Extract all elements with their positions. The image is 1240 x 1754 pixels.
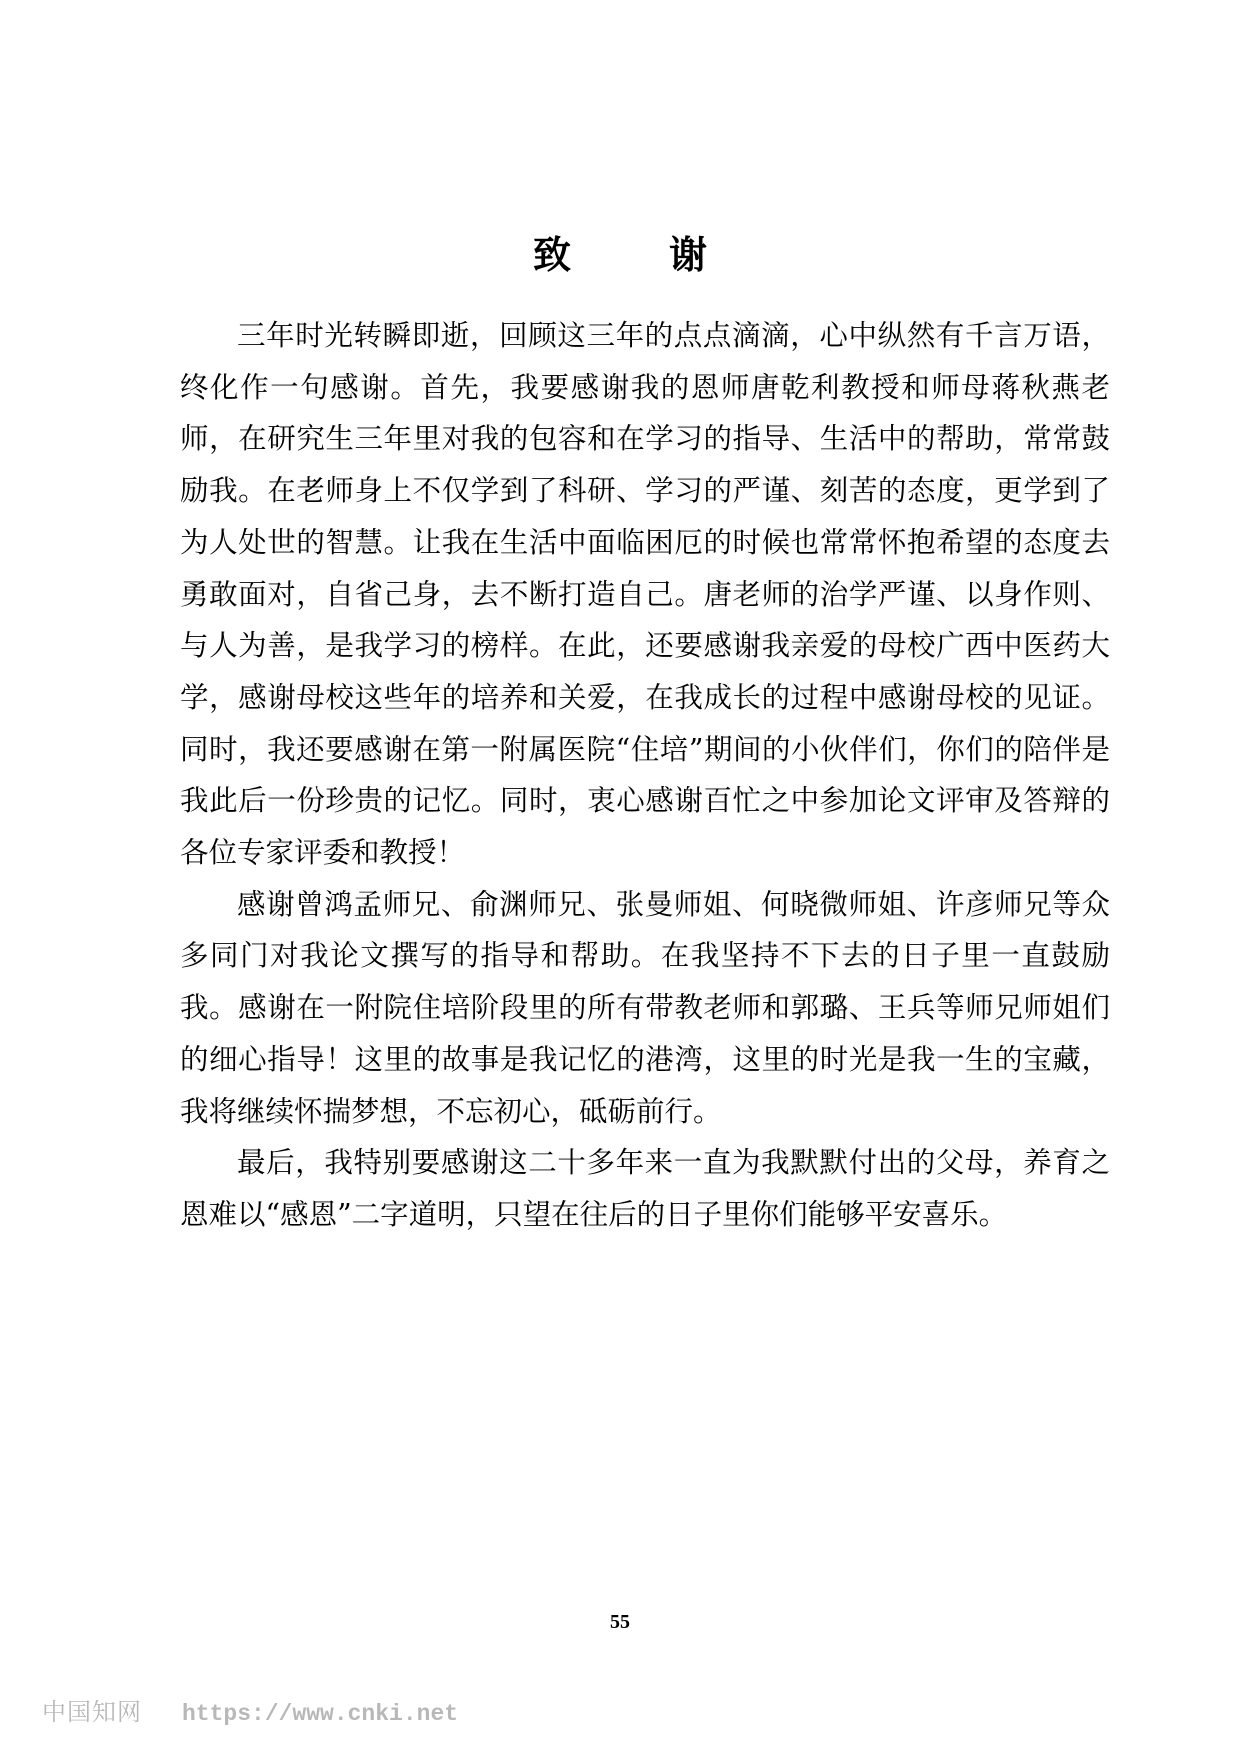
paragraph-3: 最后，我特别要感谢这二十多年来一直为我默默付出的父母，养育之恩难以“感恩”二字道明，只望在往后的日子里你们能够平安喜乐。 bbox=[180, 1146, 1110, 1231]
paragraph-1: 三年时光转瞬即逝，回顾这三年的点点滴滴，心中纵然有千言万语，终化作一句感谢。首先，我要感谢我的恩师唐乾利教授和师母蒋秋燕老师，在研究生三年里对我的包容和在学习的指导、生活中的帮助，常常鼓励我。在老师身上不仅学到了科研、学习的严谨、刻苦的态度，更学到了为人处世的智慧。让我在生活中面临困厄的时候也常常怀抱希望的态度去勇敢面对，自省己身，去不断打造自己。唐老师的治学严谨、以身作则、与人为善，是我学习的榜样。在此，还要感谢我亲爱的母校广西中医药大学，感谢母校这些年的培养和关爱，在我成长的过程中感谢母校的见证。同时，我还要感谢在第一附属医院“住培”期间的小伙伴们，你们的陪伴是我此后一份珍贵的记忆。同时，衷心感谢百忙之中参加论文评审及答辩的各位专家评委和教授！ bbox=[180, 319, 1110, 870]
cnki-watermark bbox=[42, 1694, 458, 1730]
page-number: 55 bbox=[610, 1611, 630, 1633]
watermark-brand: 中国知网 bbox=[42, 1698, 142, 1726]
page-title: 致 谢 bbox=[532, 233, 737, 278]
watermark-url: https://www.cnki.net bbox=[182, 1701, 459, 1727]
paragraph-2: 感谢曾鸿孟师兄、俞渊师兄、张曼师姐、何晓微师姐、许彦师兄等众多同门对我论文撰写的指导和帮助。在我坚持不下去的日子里一直鼓励我。感谢在一附院住培阶段里的所有带教老师和郭璐、王兵等师兄师姐们的细心指导！这里的故事是我记忆的港湾，这里的时光是我一生的宝藏，我将继续怀揣梦想，不忘初心，砥砺前行。 bbox=[180, 887, 1110, 1128]
acknowledgement-body bbox=[180, 310, 1110, 1241]
